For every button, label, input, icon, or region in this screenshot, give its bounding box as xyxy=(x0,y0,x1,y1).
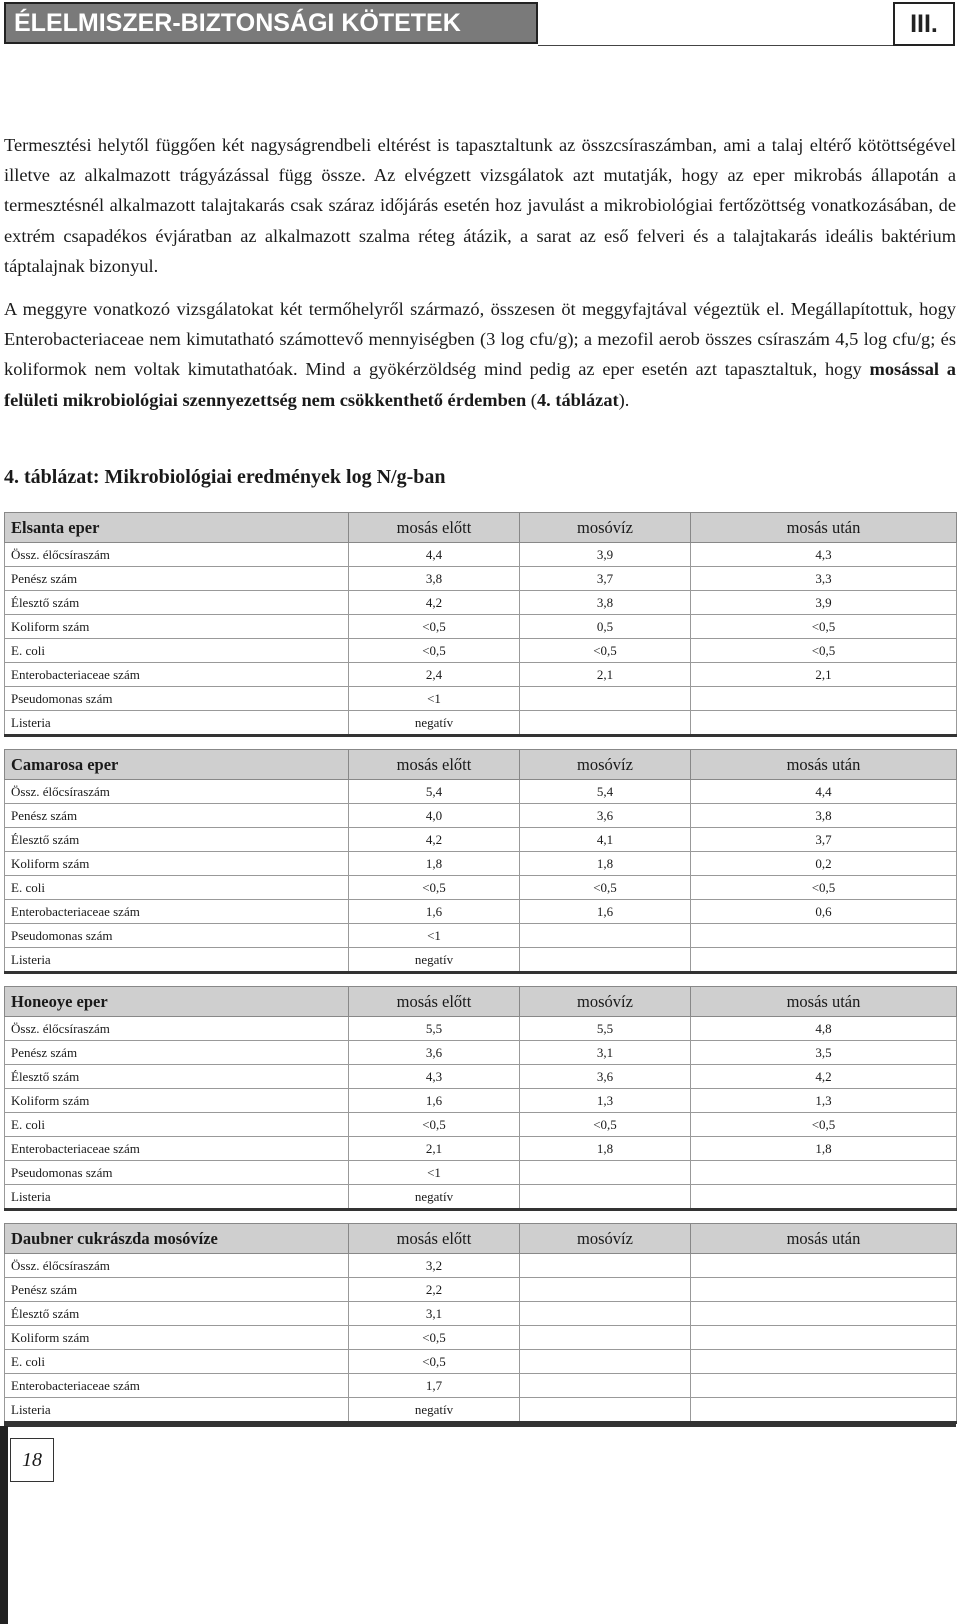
value-cell: 3,6 xyxy=(520,1065,691,1089)
value-cell: <0,5 xyxy=(349,1350,520,1374)
value-cell xyxy=(520,1398,691,1423)
value-cell: 4,2 xyxy=(349,591,520,615)
table-row xyxy=(5,948,957,973)
value-cell: 2,4 xyxy=(349,663,520,687)
value-cell: 3,1 xyxy=(520,1041,691,1065)
table-row xyxy=(5,1302,957,1326)
value-cell xyxy=(691,1326,957,1350)
results-table xyxy=(4,1223,957,1424)
table-row xyxy=(5,1374,957,1398)
value-cell: 3,8 xyxy=(691,804,957,828)
value-cell: 1,8 xyxy=(520,852,691,876)
paragraph-2-text: A meggyre vonatkozó vizsgálatokat két termőhelyről származó, összesen öt meggyfajtával végeztük el. Megállapítottuk, hogy Enterobacteriaceae nem kimutatható számottevő mennyiségben (3 log cfu/g); a mezofil aerob összes csíraszám 4,5 log cfu/g; és koliformok nem voltak kimutathatóak. Mind a gyökérzöldség mind pedig az eper esetén azt tapasztaltuk, hogy xyxy=(4,299,956,380)
page-number: 18 xyxy=(10,1438,54,1482)
row-label: Listeria xyxy=(5,948,349,973)
value-cell: 5,4 xyxy=(349,780,520,804)
results-table xyxy=(4,749,957,974)
value-cell xyxy=(691,1185,957,1210)
table-row xyxy=(5,1326,957,1350)
value-cell: 0,6 xyxy=(691,900,957,924)
value-cell xyxy=(520,924,691,948)
row-label: E. coli xyxy=(5,876,349,900)
value-cell: 4,2 xyxy=(691,1065,957,1089)
value-cell: 1,6 xyxy=(349,1089,520,1113)
value-cell: <0,5 xyxy=(691,615,957,639)
table-row xyxy=(5,591,957,615)
row-label: Élesztő szám xyxy=(5,591,349,615)
row-label: Enterobacteriaceae szám xyxy=(5,663,349,687)
table-row xyxy=(5,852,957,876)
value-cell: 3,1 xyxy=(349,1302,520,1326)
value-cell: 3,7 xyxy=(691,828,957,852)
paragraph-2-emphasis: mosással a felületi mikrobiológiai szennyezettség nem csökkenthető érdemben xyxy=(4,359,957,410)
results-table xyxy=(4,512,957,737)
value-cell: negatív xyxy=(349,1185,520,1210)
row-label: Össz. élőcsíraszám xyxy=(5,1017,349,1041)
table-row xyxy=(5,900,957,924)
row-label: Koliform szám xyxy=(5,615,349,639)
table-row xyxy=(5,1017,957,1041)
row-label: Össz. élőcsíraszám xyxy=(5,543,349,567)
value-cell: <0,5 xyxy=(349,876,520,900)
table-row xyxy=(5,876,957,900)
column-header: mosóvíz xyxy=(520,750,691,780)
value-cell: <1 xyxy=(349,1161,520,1185)
value-cell xyxy=(520,1185,691,1210)
value-cell: 2,1 xyxy=(349,1137,520,1161)
table-row xyxy=(5,543,957,567)
table-header-row xyxy=(5,750,957,780)
running-header-title: ÉLELMISZER-BIZTONSÁGI KÖTETEK xyxy=(4,2,538,44)
value-cell: 1,8 xyxy=(520,1137,691,1161)
sample-name: Daubner cukrászda mosóvíze xyxy=(5,1224,349,1254)
value-cell xyxy=(691,1398,957,1423)
value-cell: 4,1 xyxy=(520,828,691,852)
row-label: Penész szám xyxy=(5,1278,349,1302)
footer-side-bar xyxy=(0,1426,8,1624)
column-header: mosás előtt xyxy=(349,513,520,543)
value-cell: 4,2 xyxy=(349,828,520,852)
sample-name: Camarosa eper xyxy=(5,750,349,780)
row-label: Listeria xyxy=(5,1398,349,1423)
value-cell: 2,1 xyxy=(520,663,691,687)
row-label: E. coli xyxy=(5,1113,349,1137)
value-cell: 4,3 xyxy=(691,543,957,567)
value-cell: 5,4 xyxy=(520,780,691,804)
value-cell: <0,5 xyxy=(691,876,957,900)
value-cell xyxy=(691,948,957,973)
row-label: Élesztő szám xyxy=(5,1065,349,1089)
value-cell: 3,5 xyxy=(691,1041,957,1065)
table-row xyxy=(5,1278,957,1302)
results-tables xyxy=(4,512,956,1436)
row-label: Penész szám xyxy=(5,1041,349,1065)
table-caption: 4. táblázat: Mikrobiológiai eredmények log N/g-ban xyxy=(4,466,446,488)
value-cell xyxy=(520,711,691,736)
value-cell xyxy=(691,924,957,948)
value-cell: <0,5 xyxy=(520,639,691,663)
value-cell: <0,5 xyxy=(691,639,957,663)
table-row xyxy=(5,924,957,948)
table-row xyxy=(5,687,957,711)
row-label: E. coli xyxy=(5,1350,349,1374)
row-label: Penész szám xyxy=(5,567,349,591)
table-row xyxy=(5,1254,957,1278)
table-row xyxy=(5,615,957,639)
row-label: Pseudomonas szám xyxy=(5,924,349,948)
footer-rule xyxy=(4,1424,956,1427)
value-cell xyxy=(691,711,957,736)
value-cell: 2,2 xyxy=(349,1278,520,1302)
paragraph-2 xyxy=(4,294,956,415)
value-cell: 0,2 xyxy=(691,852,957,876)
column-header: mosóvíz xyxy=(520,987,691,1017)
value-cell: 1,8 xyxy=(691,1137,957,1161)
value-cell: 3,3 xyxy=(691,567,957,591)
volume-number: III. xyxy=(893,2,955,46)
value-cell: <0,5 xyxy=(520,1113,691,1137)
row-label: Pseudomonas szám xyxy=(5,1161,349,1185)
value-cell: 3,6 xyxy=(349,1041,520,1065)
value-cell: 3,9 xyxy=(520,543,691,567)
table-header-row xyxy=(5,513,957,543)
row-label: Listeria xyxy=(5,1185,349,1210)
row-label: Enterobacteriaceae szám xyxy=(5,900,349,924)
table-row xyxy=(5,1350,957,1374)
value-cell xyxy=(691,1374,957,1398)
value-cell xyxy=(520,1254,691,1278)
value-cell: 1,8 xyxy=(349,852,520,876)
column-header: mosás után xyxy=(691,1224,957,1254)
value-cell: <0,5 xyxy=(520,876,691,900)
table-row xyxy=(5,639,957,663)
value-cell: 3,2 xyxy=(349,1254,520,1278)
value-cell: 3,9 xyxy=(691,591,957,615)
sample-name: Honeoye eper xyxy=(5,987,349,1017)
value-cell: <0,5 xyxy=(349,1326,520,1350)
row-label: Penész szám xyxy=(5,804,349,828)
table-reference: 4. táblázat xyxy=(536,389,619,410)
table-row xyxy=(5,1113,957,1137)
value-cell: 5,5 xyxy=(349,1017,520,1041)
value-cell: 4,8 xyxy=(691,1017,957,1041)
row-label: Koliform szám xyxy=(5,1089,349,1113)
body-text xyxy=(4,130,956,428)
value-cell xyxy=(520,948,691,973)
value-cell: 1,7 xyxy=(349,1374,520,1398)
row-label: Élesztő szám xyxy=(5,828,349,852)
value-cell: negatív xyxy=(349,1398,520,1423)
table-row xyxy=(5,780,957,804)
column-header: mosás után xyxy=(691,987,957,1017)
value-cell: 3,6 xyxy=(520,804,691,828)
column-header: mosás előtt xyxy=(349,750,520,780)
table-header-row xyxy=(5,987,957,1017)
row-label: Listeria xyxy=(5,711,349,736)
results-table xyxy=(4,986,957,1211)
value-cell: 1,3 xyxy=(520,1089,691,1113)
value-cell: <0,5 xyxy=(349,615,520,639)
value-cell xyxy=(520,1302,691,1326)
row-label: Koliform szám xyxy=(5,1326,349,1350)
table-row xyxy=(5,1185,957,1210)
value-cell: <0,5 xyxy=(349,639,520,663)
value-cell: <1 xyxy=(349,687,520,711)
row-label: Koliform szám xyxy=(5,852,349,876)
value-cell: negatív xyxy=(349,948,520,973)
value-cell: 5,5 xyxy=(520,1017,691,1041)
value-cell xyxy=(691,1278,957,1302)
value-cell xyxy=(520,1350,691,1374)
value-cell: <1 xyxy=(349,924,520,948)
table-row xyxy=(5,1398,957,1423)
value-cell: 1,6 xyxy=(349,900,520,924)
table-row xyxy=(5,711,957,736)
table-row xyxy=(5,567,957,591)
table-row xyxy=(5,828,957,852)
table-row xyxy=(5,1089,957,1113)
value-cell: negatív xyxy=(349,711,520,736)
row-label: Enterobacteriaceae szám xyxy=(5,1137,349,1161)
value-cell xyxy=(520,687,691,711)
value-cell: 4,3 xyxy=(349,1065,520,1089)
value-cell: 2,1 xyxy=(691,663,957,687)
value-cell: 4,4 xyxy=(691,780,957,804)
row-label: Pseudomonas szám xyxy=(5,687,349,711)
sample-name: Elsanta eper xyxy=(5,513,349,543)
column-header: mosóvíz xyxy=(520,1224,691,1254)
column-header: mosás után xyxy=(691,750,957,780)
column-header: mosás előtt xyxy=(349,987,520,1017)
value-cell xyxy=(691,687,957,711)
row-label: Élesztő szám xyxy=(5,1302,349,1326)
value-cell xyxy=(691,1302,957,1326)
header-rule xyxy=(538,45,894,46)
value-cell: <0,5 xyxy=(349,1113,520,1137)
value-cell xyxy=(691,1161,957,1185)
row-label: Össz. élőcsíraszám xyxy=(5,1254,349,1278)
value-cell: 4,4 xyxy=(349,543,520,567)
value-cell: 3,8 xyxy=(349,567,520,591)
value-cell xyxy=(520,1326,691,1350)
value-cell xyxy=(691,1254,957,1278)
table-row xyxy=(5,1065,957,1089)
value-cell: 3,8 xyxy=(520,591,691,615)
value-cell: <0,5 xyxy=(691,1113,957,1137)
paragraph-1: Termesztési helytől függően két nagyságrendbeli eltérést is tapasztaltunk az összcsíraszámban, ami a talaj eltérő kötöttségével illetve az alkalmazott trágyázással függ össze. Az elvégzett vizsgálatok azt mutatják, hogy az eper mikrobás állapotán a termesztésnél alkalmazott talajtakarás csak száraz időjárás esetén hoz javulást a mikrobiológiai fertőzöttség vonatkozásában, de extrém csapadékos évjáratban az alkalmazott szalma réteg átázik, a sarat az eső felveri és a talajtakarás ideális baktérium táptalajnak bizonyul. xyxy=(4,135,956,276)
table-row xyxy=(5,804,957,828)
table-header-row xyxy=(5,1224,957,1254)
value-cell: 1,3 xyxy=(691,1089,957,1113)
value-cell: 1,6 xyxy=(520,900,691,924)
value-cell: 4,0 xyxy=(349,804,520,828)
value-cell xyxy=(520,1278,691,1302)
table-row xyxy=(5,1161,957,1185)
value-cell xyxy=(520,1374,691,1398)
column-header: mosóvíz xyxy=(520,513,691,543)
table-row xyxy=(5,663,957,687)
paragraph-2-paren: ( xyxy=(526,389,537,410)
column-header: mosás előtt xyxy=(349,1224,520,1254)
value-cell: 3,7 xyxy=(520,567,691,591)
column-header: mosás után xyxy=(691,513,957,543)
value-cell: 0,5 xyxy=(520,615,691,639)
row-label: E. coli xyxy=(5,639,349,663)
value-cell xyxy=(520,1161,691,1185)
row-label: Enterobacteriaceae szám xyxy=(5,1374,349,1398)
table-row xyxy=(5,1137,957,1161)
table-row xyxy=(5,1041,957,1065)
value-cell xyxy=(691,1350,957,1374)
row-label: Össz. élőcsíraszám xyxy=(5,780,349,804)
paragraph-2-end: ). xyxy=(618,389,630,410)
